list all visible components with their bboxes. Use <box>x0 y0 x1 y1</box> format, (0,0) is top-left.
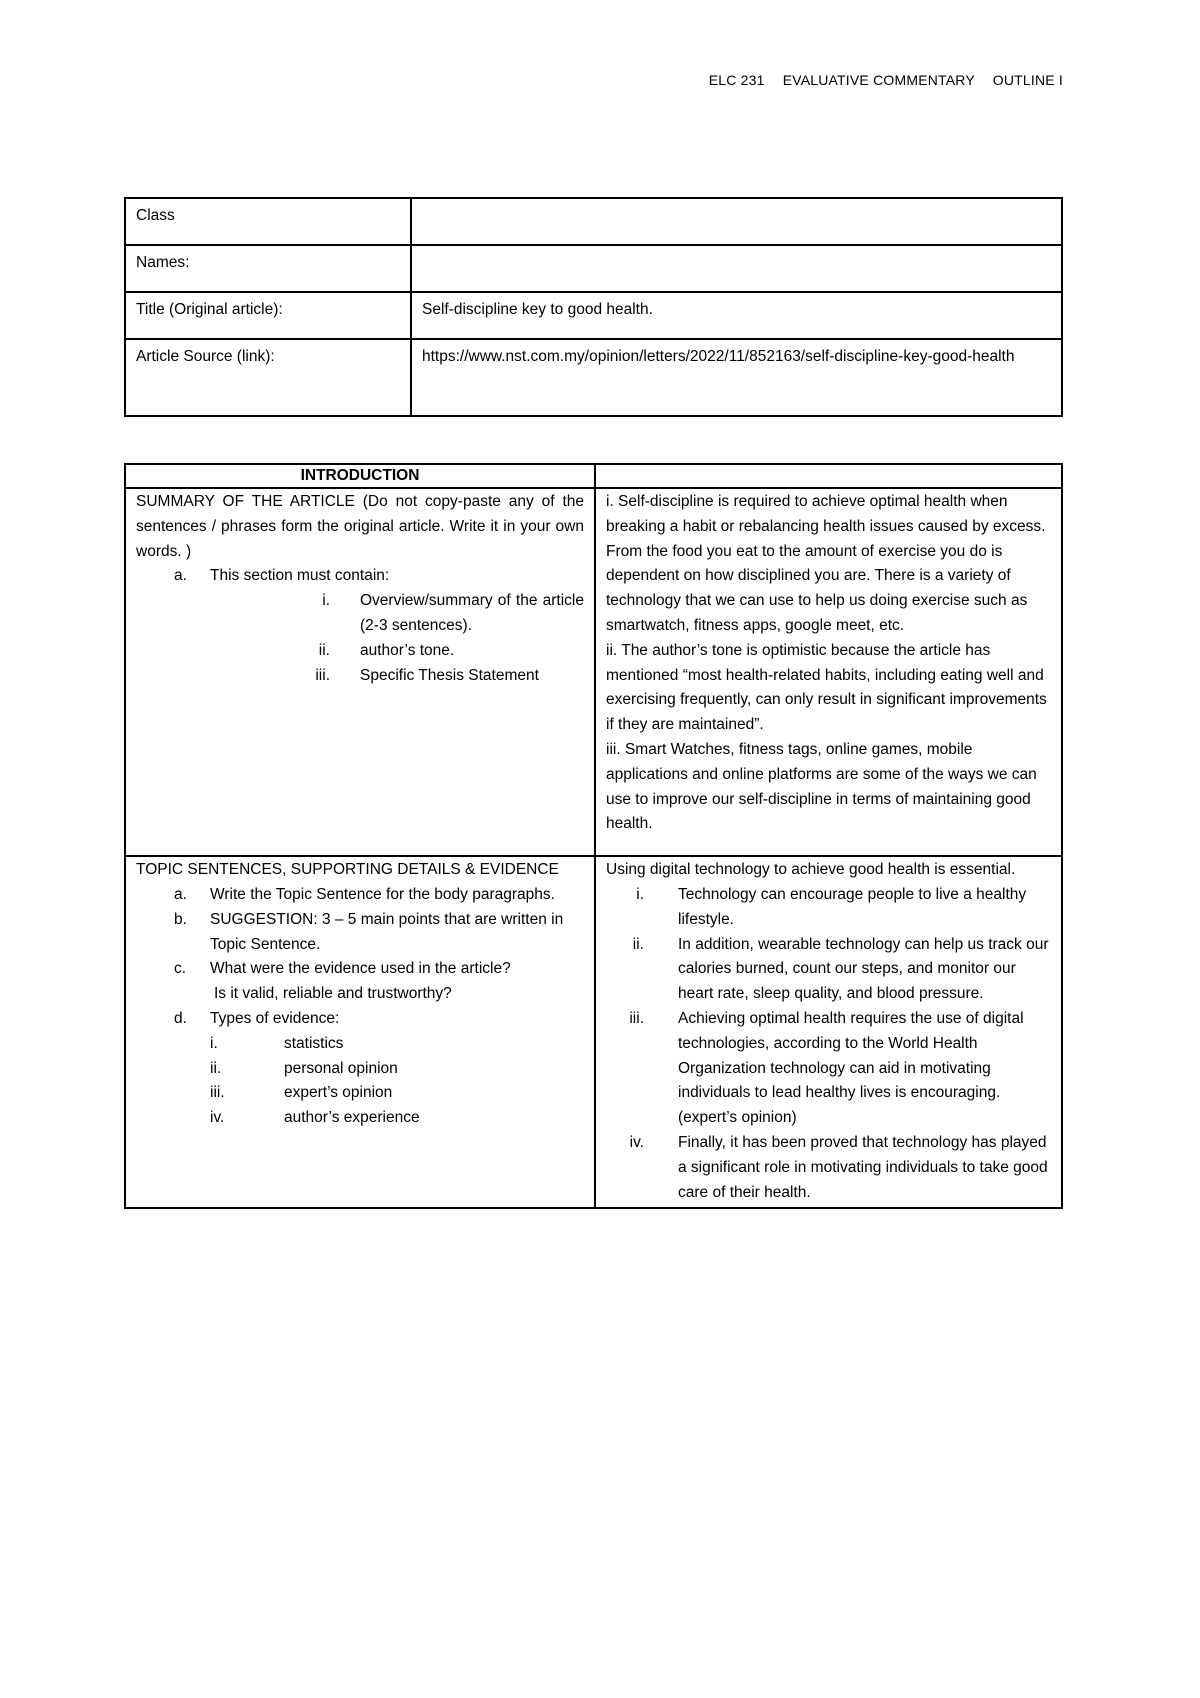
list-marker: a. <box>174 885 187 903</box>
list-item <box>136 664 584 689</box>
list-marker: b. <box>174 910 187 928</box>
list-text: Types of evidence: <box>210 1009 340 1027</box>
list-item <box>136 883 584 908</box>
list-item <box>136 589 584 639</box>
title-label: Title (Original article): <box>125 292 411 339</box>
list-marker: ii. <box>210 1059 222 1077</box>
list-item <box>136 639 584 664</box>
introduction-heading: INTRODUCTION <box>125 464 595 488</box>
section-label: OUTLINE I <box>992 72 1063 88</box>
source-label: Article Source (link): <box>125 339 411 416</box>
list-text: author’s tone. <box>360 641 455 659</box>
names-label: Names: <box>125 245 411 292</box>
table-row <box>125 292 1062 339</box>
topic-instructions-cell <box>125 856 595 1208</box>
summary-sublist <box>136 589 584 688</box>
list-text: statistics <box>284 1034 344 1052</box>
topic-answer-list <box>606 883 1051 1205</box>
table-row <box>125 856 1062 1208</box>
names-value <box>411 245 1062 292</box>
topic-list <box>136 883 584 1032</box>
list-marker: a. <box>174 567 187 585</box>
table-row <box>125 339 1062 416</box>
list-text: Write the Topic Sentence for the body paragraphs. <box>210 885 555 903</box>
list-marker: iii. <box>629 1009 644 1027</box>
class-value <box>411 198 1062 245</box>
outline-table <box>124 463 1063 1209</box>
list-text: expert’s opinion <box>284 1084 393 1102</box>
list-text: Technology can encourage people to live a healthy lifestyle. <box>678 885 1027 928</box>
table-row <box>125 464 1062 488</box>
list-item <box>606 933 1051 1007</box>
list-item <box>136 1057 584 1082</box>
topic-answer-cell <box>595 856 1062 1208</box>
info-table <box>124 197 1063 417</box>
evidence-types-list <box>136 1032 584 1131</box>
list-item <box>136 1081 584 1106</box>
summary-instructions-cell <box>125 488 595 856</box>
list-marker: d. <box>174 1009 187 1027</box>
summary-answer-tone: ii. The author’s tone is optimistic because the article has mentioned “most health-related habits, including eating well and exercising frequently, can only result in significant improvements if they are maintained”. <box>606 641 1047 734</box>
summary-answer-overview: i. Self-discipline is required to achieve optimal health when breaking a habit or rebalancing health issues caused by excess. From the food you eat to the amount of exercise you do is dependent on how disciplined you are. There is a variety of technology that we can use to help us doing exercise such as smartwatch, fitness apps, google meet, etc. <box>606 493 1046 634</box>
title-value: Self-discipline key to good health. <box>411 292 1062 339</box>
list-item <box>136 1007 584 1032</box>
source-link[interactable]: https://www.nst.com.my/opinion/letters/2022/11/852163/self-discipline-key-good-health <box>411 339 1062 416</box>
summary-instruction: SUMMARY OF THE ARTICLE (Do not copy-paste any of the sentences / phrases form the original article. Write it in your own words. ) <box>136 493 584 560</box>
list-item <box>606 1131 1051 1205</box>
topic-instruction: TOPIC SENTENCES, SUPPORTING DETAILS & EVIDENCE <box>136 861 559 879</box>
summary-answer-thesis: iii. Smart Watches, fitness tags, online games, mobile applications and online platforms are some of the ways we can use to improve our self-discipline in terms of maintaining good health. <box>606 740 1037 833</box>
list-item <box>136 957 584 1007</box>
summary-list <box>136 564 584 589</box>
summary-answer-cell <box>595 488 1062 856</box>
list-marker: i. <box>322 592 330 610</box>
list-marker: ii. <box>318 641 330 659</box>
list-marker: i. <box>210 1034 218 1052</box>
list-text-continuation: Is it valid, reliable and trustworthy? <box>214 985 452 1003</box>
list-text: personal opinion <box>284 1059 398 1077</box>
introduction-heading-blank <box>595 464 1062 488</box>
list-text: Finally, it has been proved that technology has played a significant role in motivating individuals to take good care of their health. <box>678 1133 1048 1201</box>
list-item <box>136 1106 584 1131</box>
topic-answer-intro: Using digital technology to achieve good health is essential. <box>606 861 1016 879</box>
table-row <box>125 245 1062 292</box>
list-marker: i. <box>636 885 644 903</box>
document-type: EVALUATIVE COMMENTARY <box>782 72 975 88</box>
list-item <box>136 564 584 589</box>
list-marker: iv. <box>629 1133 644 1151</box>
list-item <box>606 883 1051 933</box>
list-marker: iv. <box>210 1109 225 1127</box>
list-item <box>606 1007 1051 1131</box>
page-header <box>709 72 1063 88</box>
list-marker: c. <box>174 960 187 978</box>
list-text: What were the evidence used in the article? <box>210 960 511 978</box>
list-text: Achieving optimal health requires the use of digital technologies, according to the World Health Organization technology can aid in motivating individuals to lead healthy lives is encouraging. (expert’s opinion) <box>678 1009 1024 1127</box>
table-row <box>125 198 1062 245</box>
list-text: SUGGESTION: 3 – 5 main points that are written in Topic Sentence. <box>210 910 564 953</box>
list-marker: ii. <box>632 935 644 953</box>
list-item <box>136 908 584 958</box>
list-text: author’s experience <box>284 1109 420 1127</box>
list-marker: iii. <box>210 1084 225 1102</box>
list-text: Specific Thesis Statement <box>360 666 539 684</box>
list-text: Overview/summary of the article (2-3 sentences). <box>360 592 584 634</box>
list-marker: iii. <box>315 666 330 684</box>
course-code: ELC 231 <box>708 72 765 88</box>
list-item <box>136 1032 584 1057</box>
list-text: In addition, wearable technology can help us track our calories burned, count our steps, and monitor our heart rate, sleep quality, and blood pressure. <box>678 935 1049 1003</box>
table-row <box>125 488 1062 856</box>
class-label: Class <box>125 198 411 245</box>
list-text: This section must contain: <box>210 567 390 585</box>
